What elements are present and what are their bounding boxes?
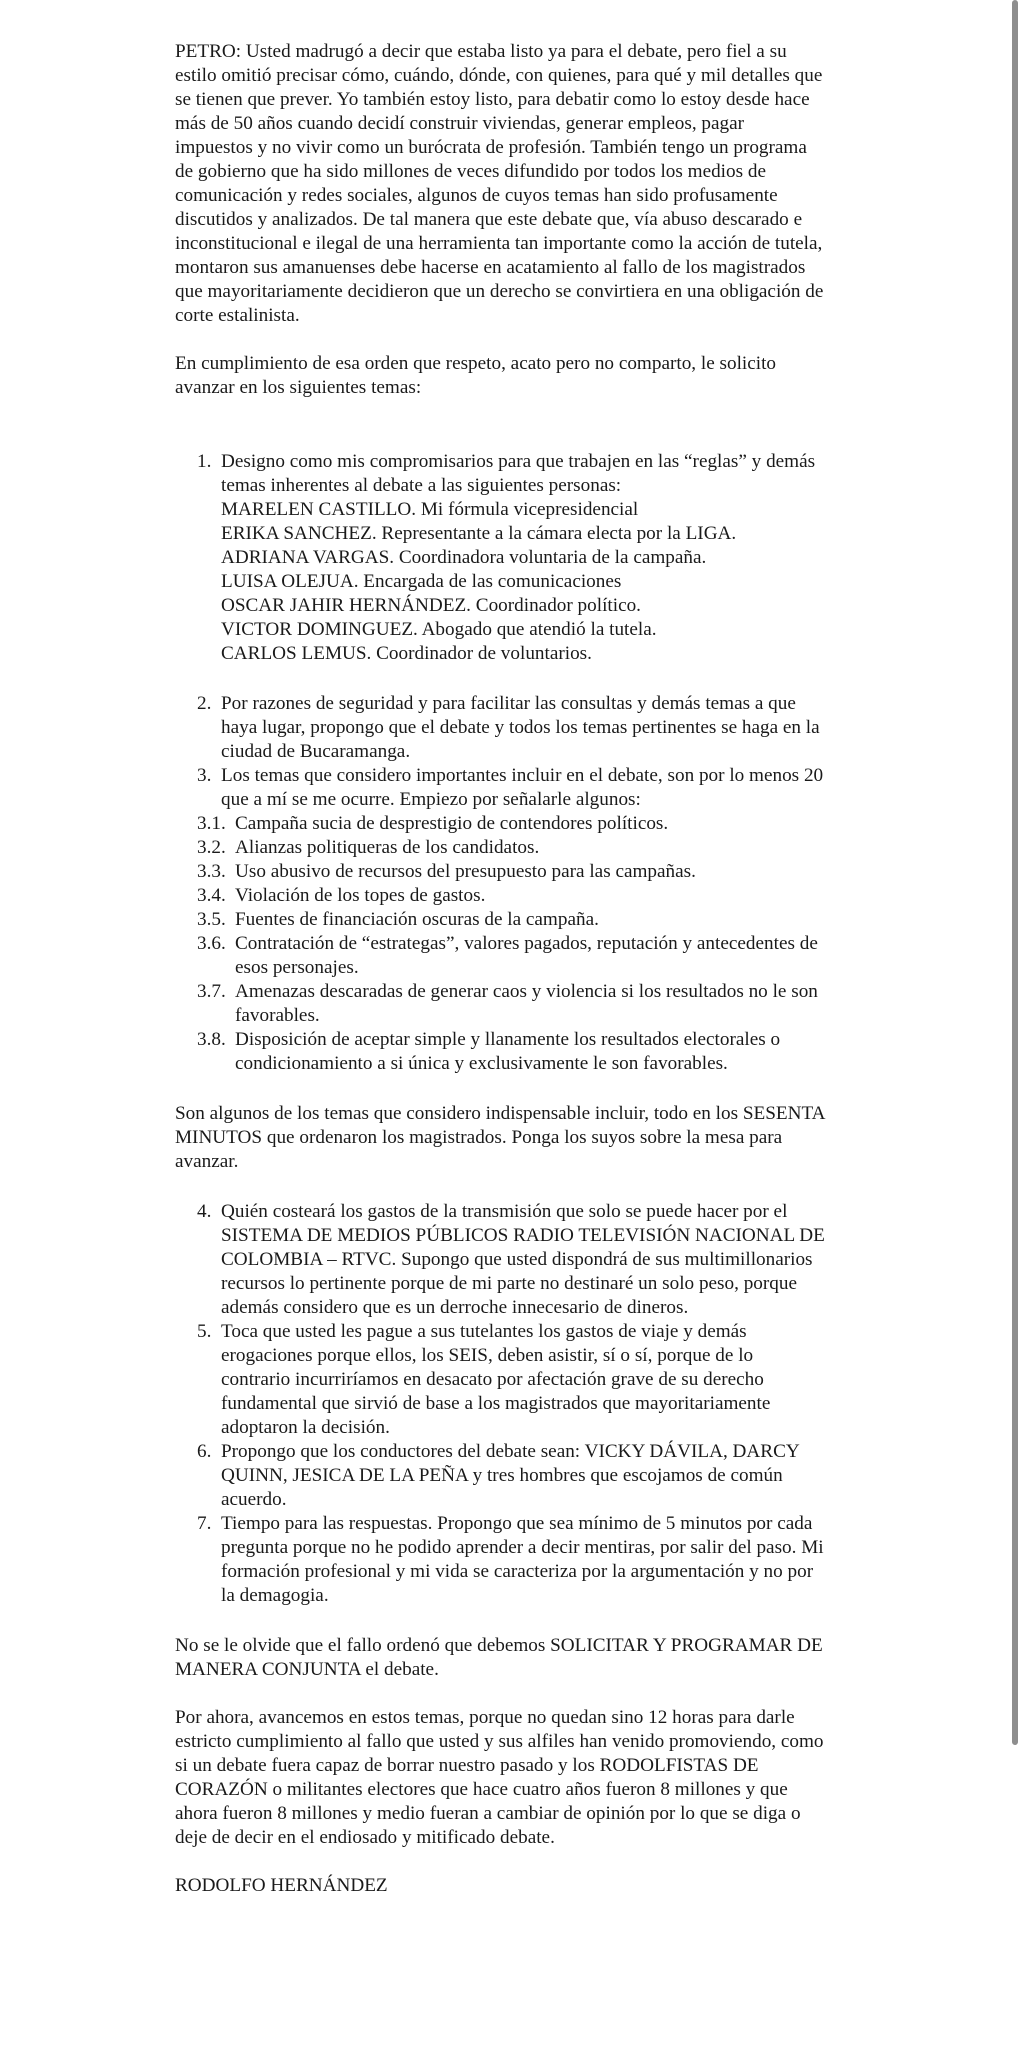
vertical-scrollbar[interactable] [1012,0,1018,1745]
sub-item-text: Violación de los topes de gastos. [235,885,486,906]
list-item-text: Por razones de seguridad y para facilitar las consultas y demás temas a que haya lugar, propongo que el debate y todos los temas pertinentes se haga en la ciudad de Bucaramanga. [221,693,820,762]
sub-item [175,908,825,932]
sub-number: 3.5. [197,909,226,930]
sub-item-text: Fuentes de financiación oscuras de la campaña. [235,909,599,930]
sub-number: 3.8. [197,1029,226,1050]
list-number: 1. [197,451,212,472]
list-item-text: Toca que usted les pague a sus tutelantes los gastos de viaje y demás erogaciones porque ellos, los SEIS, deben asistir, sí o sí, porque de lo contrario incurriríamos en desacato por afectación grave de su derecho fundamental que sirvió de base a los magistrados que mayoritariamente adoptaron la decisión. [221,1321,771,1438]
list-item-6 [175,1440,825,1512]
numbered-list-part-2 [175,1200,825,1608]
sub-item [175,980,825,1028]
list-item-4 [175,1200,825,1320]
person-line: ADRIANA VARGAS. Coordinadora voluntaria de la campaña. [221,547,707,568]
list-item-3 [175,764,825,812]
sub-item [175,860,825,884]
list-number: 3. [197,765,212,786]
list-item-7 [175,1512,825,1608]
middle-paragraph: Son algunos de los temas que considero indispensable incluir, todo en los SESENTA MINUTOS que ordenaron los magistrados. Ponga los suyos sobre la mesa para avanzar. [175,1103,825,1172]
list-item-text: Los temas que considero importantes incluir en el debate, son por lo menos 20 que a mí se me ocurre. Empiezo por señalarle algunos: [221,765,824,810]
list-item-text: Propongo que los conductores del debate sean: VICKY DÁVILA, DARCY QUINN, JESICA DE LA PEÑA y tres hombres que escojamos de común acuerdo. [221,1441,800,1510]
sub-item-text: Campaña sucia de desprestigio de contendores políticos. [235,813,669,834]
list-number: 7. [197,1513,212,1534]
sub-item [175,932,825,980]
sub-item [175,1028,825,1076]
sub-number: 3.4. [197,885,226,906]
person-line: OSCAR JAHIR HERNÁNDEZ. Coordinador político. [221,595,641,616]
intro-paragraph: PETRO: Usted madrugó a decir que estaba listo ya para el debate, pero fiel a su estilo omitió precisar cómo, cuándo, dónde, con quienes, para qué y mil detalles que se tienen que prever. Yo también estoy listo, para debatir como lo estoy desde hace más de 50 años cuando decidí construir viviendas, generar empleos, pagar impuestos y no vivir como un burócrata de profesión. También tengo un programa de gobierno que ha sido millones de veces difundido por todos los medios de comunicación y redes sociales, algunos de cuyos temas han sido profusamente discutidos y analizados. De tal manera que este debate que, vía abuso descarado e inconstitucional e ilegal de una herramienta tan importante como la acción de tutela, montaron sus amanuenses debe hacerse en acatamiento al fallo de los magistrados que mayoritariamente decidieron que un derecho se convirtiera en una obligación de corte estalinista. [175,41,824,326]
list-number: 4. [197,1201,212,1222]
sub-number: 3.1. [197,813,226,834]
list-number: 2. [197,693,212,714]
person-line: MARELEN CASTILLO. Mi fórmula vicepresidencial [221,499,639,520]
numbered-list-part-1 [175,450,825,1076]
sub-number: 3.2. [197,837,226,858]
person-line: VICTOR DOMINGUEZ. Abogado que atendió la tutela. [221,619,657,640]
list-item-2 [175,692,825,764]
spacer [175,666,825,692]
sub-item-text: Contratación de “estrategas”, valores pagados, reputación y antecedentes de esos personajes. [235,933,818,978]
list-item-1 [175,450,825,666]
letter-body [175,40,825,1898]
sub-number: 3.7. [197,981,226,1002]
sub-item-text: Uso abusivo de recursos del presupuesto para las campañas. [235,861,696,882]
person-line: CARLOS LEMUS. Coordinador de voluntarios. [221,643,592,664]
request-paragraph: En cumplimiento de esa orden que respeto, acato pero no comparto, le solicito avanzar en los siguientes temas: [175,353,777,398]
list-item-text: Tiempo para las respuestas. Propongo que sea mínimo de 5 minutos por cada pregunta porque no he podido aprender a decir mentiras, por salir del paso. Mi formación profesional y mi vida se caracteriza por la argumentación y no por la demagogia. [221,1513,824,1606]
sub-item [175,884,825,908]
sub-item-text: Disposición de aceptar simple y llanamente los resultados electorales o condicionamiento a si única y exclusivamente le son favorables. [235,1029,781,1074]
sub-item-text: Alianzas politiqueras de los candidatos. [235,837,540,858]
list-item-5 [175,1320,825,1440]
list-number: 6. [197,1441,212,1462]
signature: RODOLFO HERNÁNDEZ [175,1875,388,1896]
sub-number: 3.3. [197,861,226,882]
sub-item [175,812,825,836]
reminder-paragraph: No se le olvide que el fallo ordenó que debemos SOLICITAR Y PROGRAMAR DE MANERA CONJUNTA el debate. [175,1635,823,1680]
sub-number: 3.6. [197,933,226,954]
sub-item [175,836,825,860]
list-number: 5. [197,1321,212,1342]
sub-item-text: Amenazas descaradas de generar caos y violencia si los resultados no le son favorables. [235,981,818,1026]
person-line: ERIKA SANCHEZ. Representante a la cámara electa por la LIGA. [221,523,737,544]
person-line: LUISA OLEJUA. Encargada de las comunicaciones [221,571,622,592]
list-item-text: Quién costeará los gastos de la transmisión que solo se puede hacer por el SISTEMA DE MEDIOS PÚBLICOS RADIO TELEVISIÓN NACIONAL DE COLOMBIA – RTVC. Supongo que usted dispondrá de sus multimillonarios recursos lo pertinente porque de mi parte no destinaré un solo peso, porque además considero que es un derroche innecesario de dineros. [221,1201,825,1318]
closing-paragraph: Por ahora, avancemos en estos temas, porque no quedan sino 12 horas para darle estricto cumplimiento al fallo que usted y sus alfiles han venido promoviendo, como si un debate fuera capaz de borrar nuestro pasado y los RODOLFISTAS DE CORAZÓN o militantes electores que hace cuatro años fueron 8 millones y que ahora fueron 8 millones y medio fueran a cambiar de opinión por lo que se diga o deje de decir en el endiosado y mitificado debate. [175,1707,824,1848]
list-item-text: Designo como mis compromisarios para que trabajen en las “reglas” y demás temas inherentes al debate a las siguientes personas: [221,451,816,496]
